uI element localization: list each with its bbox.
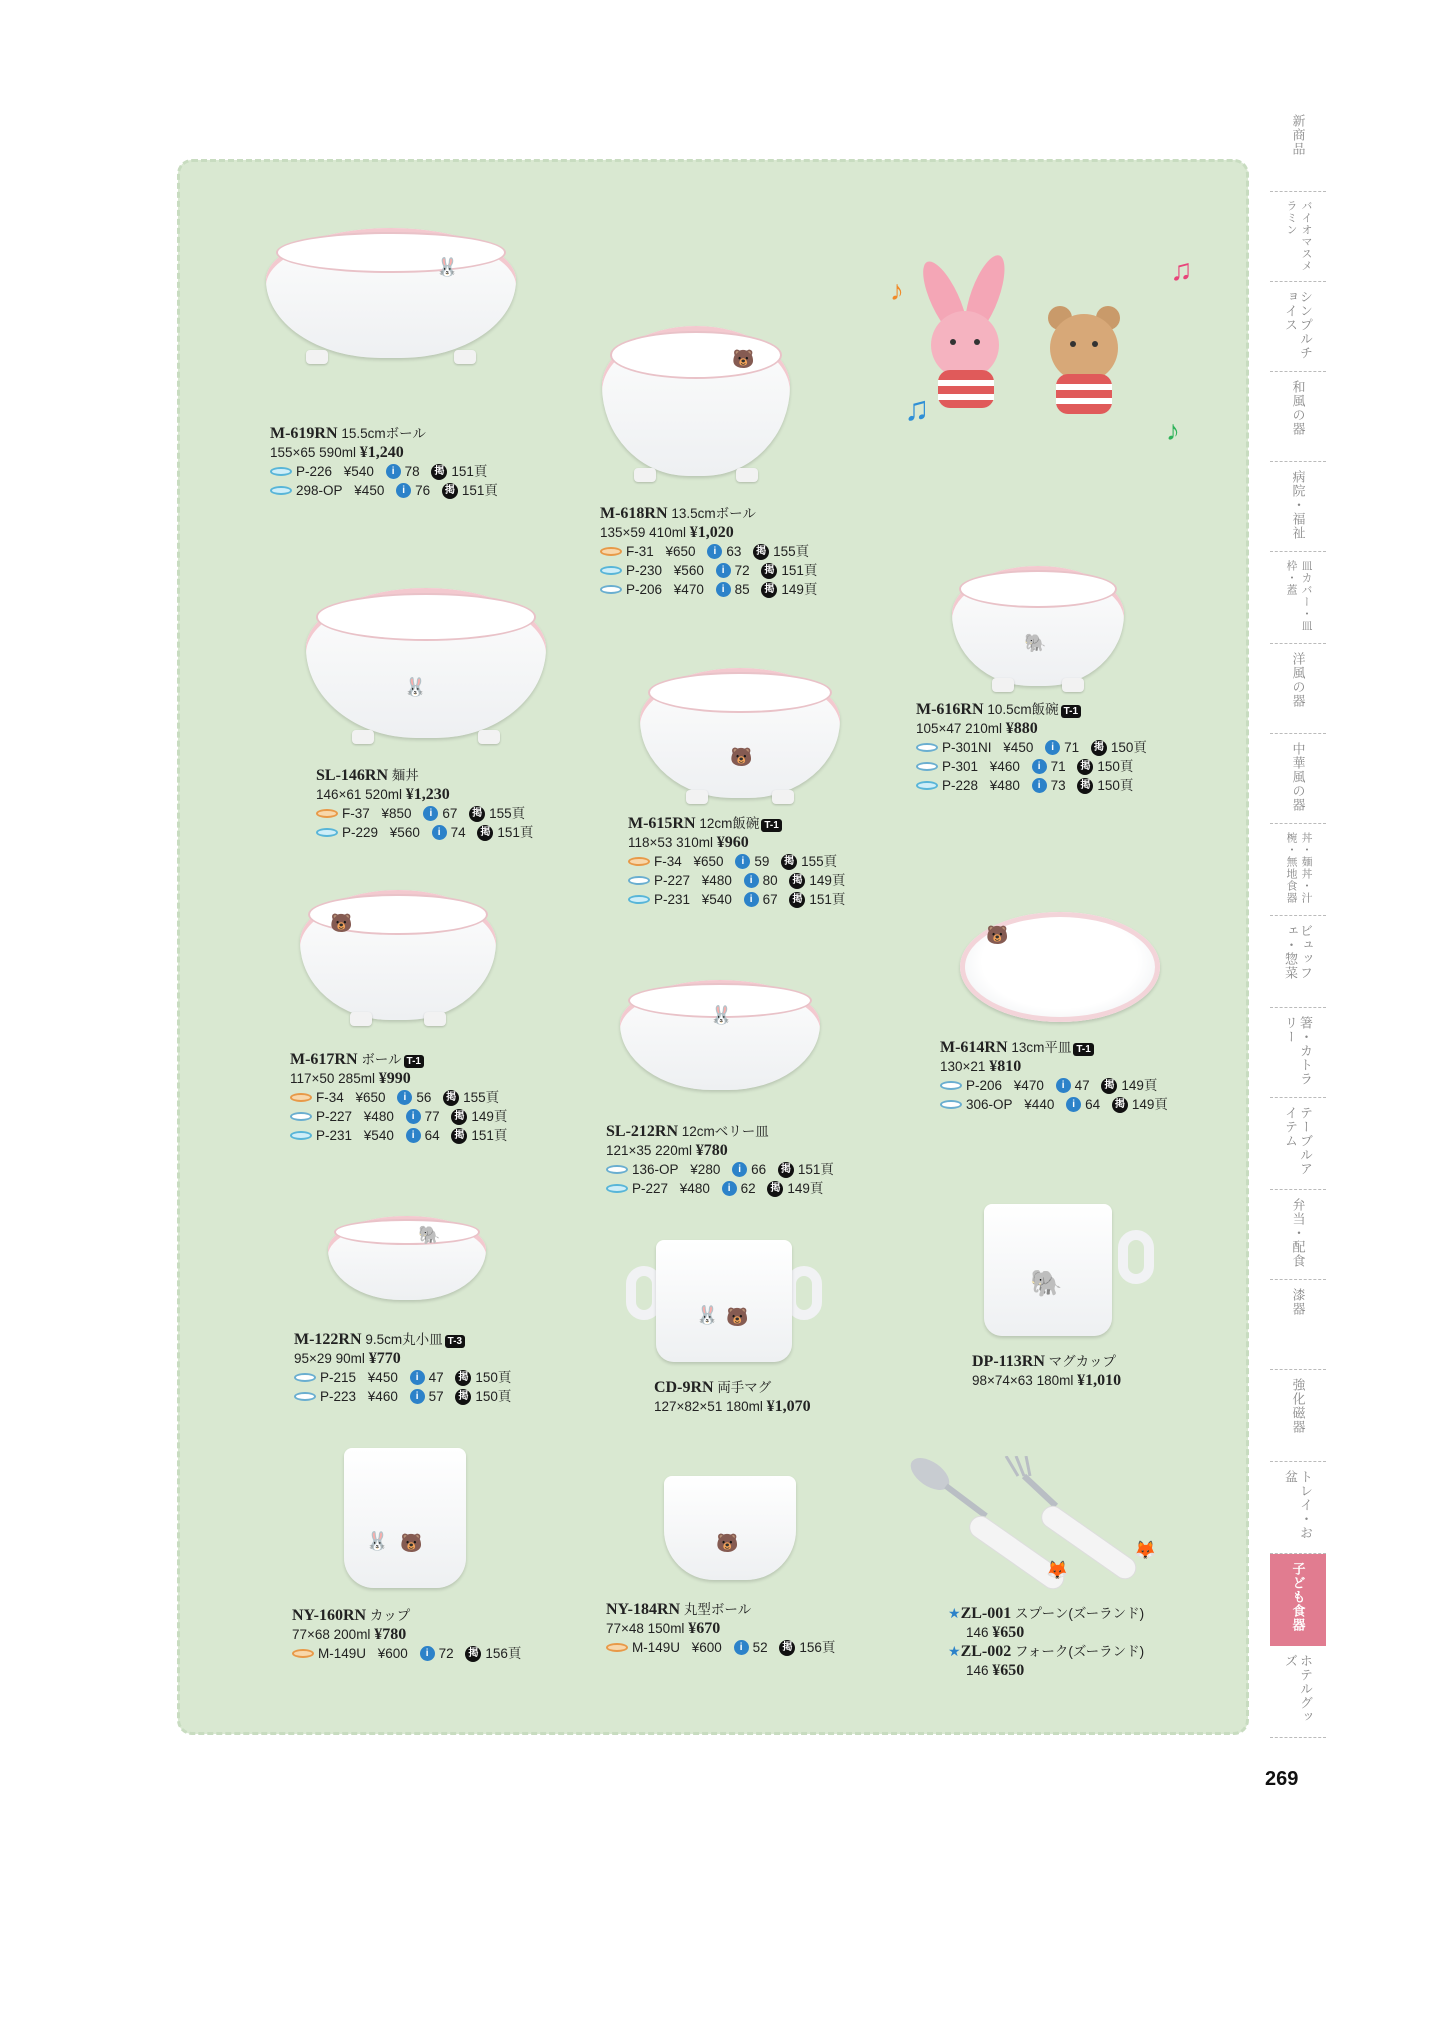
animal-decor-icon: 🦊 [1046, 1560, 1069, 1580]
related-item: P-231 ¥540 i 64 掲 151頁 [290, 1126, 507, 1145]
lid-icon [290, 1093, 312, 1102]
tab-donburi[interactable]: 丼・麺丼・汁椀・無地食器 [1270, 824, 1326, 916]
related-item: P-231 ¥540 i 67 掲 151頁 [628, 890, 845, 909]
info-icon: i [744, 873, 759, 888]
page-ref-icon: 掲 [789, 892, 805, 908]
page-ref-icon: 掲 [443, 1090, 459, 1106]
lid-icon [606, 1643, 628, 1652]
info-icon: i [406, 1109, 421, 1124]
info-icon: i [716, 582, 731, 597]
rabbit-decor-icon: 🐰 [366, 1531, 389, 1551]
page-ref-icon: 掲 [1112, 1097, 1128, 1113]
lid-icon [316, 828, 338, 837]
music-note-icon: ♫ [904, 390, 930, 428]
info-icon: i [734, 1640, 749, 1655]
related-item: P-223 ¥460 i 57 掲 150頁 [294, 1387, 511, 1406]
related-item: P-206 ¥470 i 47 掲 149頁 [940, 1076, 1168, 1095]
product-image-mug [984, 1200, 1154, 1340]
info-icon: i [406, 1128, 421, 1143]
tab-simple-choice[interactable]: シンプルチョイス [1270, 282, 1326, 372]
info-icon: i [732, 1162, 747, 1177]
info-icon: i [722, 1181, 737, 1196]
lid-icon [600, 566, 622, 575]
related-item: F-34 ¥650 i 59 掲 155頁 [628, 852, 845, 871]
related-item: P-206 ¥470 i 85 掲 149頁 [600, 580, 817, 599]
product-label: M-618RN 13.5cmボール 135×59 410ml ¥1,020 F-31 ¥650 i 63 掲 155頁 P-230 ¥560 i 72 掲 151頁 P-206 ¥470 i 85 掲 149頁 [600, 505, 818, 597]
rabbit-decor-icon: 🐰 [436, 257, 459, 277]
lid-icon [290, 1112, 312, 1121]
related-item: P-215 ¥450 i 47 掲 150頁 [294, 1368, 511, 1387]
bear-decor-icon: 🐻 [400, 1533, 423, 1553]
page-ref-icon: 掲 [767, 1181, 783, 1197]
product-image-cup [344, 1448, 466, 1588]
related-item: M-149U ¥600 i 72 掲 156頁 [292, 1644, 521, 1663]
related-item: P-301NI ¥450 i 71 掲 150頁 [916, 738, 1147, 757]
product-label: CD-9RN 両手マグ 127×82×51 180ml ¥1,070 [654, 1379, 811, 1415]
music-note-icon: ♫ [1170, 254, 1193, 287]
product-label: M-617RN ボール T-1 117×50 285ml ¥990 F-34 ¥650 i 56 掲 155頁 P-227 ¥480 i 77 掲 149頁 P-231 ¥540 i 64 掲 151頁 [290, 1051, 508, 1143]
elephant-decor-icon: 🐘 [418, 1225, 441, 1245]
page-ref-icon: 掲 [753, 544, 769, 560]
product-label: M-615RN 12cm飯碗 T-1 118×53 310ml ¥960 F-34 ¥650 i 59 掲 155頁 P-227 ¥480 i 80 掲 149頁 P-231 ¥540 i 67 掲 151頁 [628, 815, 846, 907]
tab-cutlery[interactable]: 箸・カトラリー [1270, 1008, 1326, 1098]
lid-icon [292, 1649, 314, 1658]
tab-porcelain[interactable]: 強化磁器 [1270, 1370, 1326, 1462]
info-icon: i [410, 1370, 425, 1385]
info-icon: i [432, 825, 447, 840]
lid-icon [916, 781, 938, 790]
info-icon: i [386, 464, 401, 479]
related-item: M-149U ¥600 i 52 掲 156頁 [606, 1638, 835, 1657]
product-image-cutlery [906, 1456, 1186, 1596]
bear-decor-icon: 🐻 [330, 913, 353, 933]
lid-icon [940, 1100, 962, 1109]
star-icon: ★ [948, 1643, 961, 1659]
bear-decor-icon: 🐻 [986, 925, 1009, 945]
bear-decor-icon: 🐻 [716, 1533, 739, 1553]
tab-lacquer[interactable]: 漆器 [1270, 1280, 1326, 1370]
info-icon: i [1032, 778, 1047, 793]
related-item: P-227 ¥480 i 62 掲 149頁 [606, 1179, 834, 1198]
product-label: SL-146RN 麺丼 146×61 520ml ¥1,230 F-37 ¥850 i 67 掲 155頁 P-229 ¥560 i 74 掲 151頁 [316, 767, 534, 840]
lid-icon [270, 486, 292, 495]
lid-icon [916, 762, 938, 771]
page-ref-icon: 掲 [1077, 778, 1093, 794]
animal-decor-icon: 🦊 [1134, 1540, 1157, 1560]
lid-icon [916, 743, 938, 752]
star-icon: ★ [948, 1605, 961, 1621]
page-ref-icon: 掲 [477, 825, 493, 841]
tab-bento[interactable]: 弁当・配食 [1270, 1190, 1326, 1280]
tab-kids-tableware[interactable]: 子ども食器 [1270, 1554, 1326, 1646]
tab-hospital-welfare[interactable]: 病院・福祉 [1270, 462, 1326, 552]
page-ref-icon: 掲 [1091, 740, 1107, 756]
tab-western[interactable]: 洋風の器 [1270, 644, 1326, 734]
tab-chinese[interactable]: 中華風の器 [1270, 734, 1326, 824]
page-ref-icon: 掲 [761, 563, 777, 579]
info-icon: i [1045, 740, 1060, 755]
product-label: M-616RN 10.5cm飯碗 T-1 105×47 210ml ¥880 P-301NI ¥450 i 71 掲 150頁 P-301 ¥460 i 71 掲 150頁 P-228 ¥480 i 73 掲 150頁 [916, 701, 1147, 793]
page-ref-icon: 掲 [442, 483, 458, 499]
elephant-decor-icon: 🐘 [1030, 1268, 1063, 1298]
tab-table-items[interactable]: テーブルアイテム [1270, 1098, 1326, 1190]
tab-biomass-melamine[interactable]: バイオマスメラミン [1270, 192, 1326, 282]
tab-buffet[interactable]: ビュッフェ・惣菜 [1270, 916, 1326, 1008]
related-item: P-227 ¥480 i 80 掲 149頁 [628, 871, 845, 890]
page-ref-icon: 掲 [455, 1370, 471, 1386]
lid-icon [940, 1081, 962, 1090]
music-note-icon: ♪ [1166, 415, 1180, 440]
info-icon: i [1056, 1078, 1071, 1093]
lid-icon [294, 1373, 316, 1382]
product-label: NY-184RN 丸型ボール 77×48 150ml ¥670 M-149U ¥600 i 52 掲 156頁 [606, 1601, 836, 1655]
rabbit-bear-illustration [870, 240, 1210, 440]
lid-icon [316, 809, 338, 818]
related-item: P-229 ¥560 i 74 掲 151頁 [316, 823, 533, 842]
info-icon: i [716, 563, 731, 578]
product-label: NY-160RN カップ 77×68 200ml ¥780 M-149U ¥600 i 72 掲 156頁 [292, 1607, 522, 1661]
info-icon: i [707, 544, 722, 559]
product-label: M-122RN 9.5cm丸小皿 T-3 95×29 90ml ¥770 P-215 ¥450 i 47 掲 150頁 P-223 ¥460 i 57 掲 150頁 [294, 1331, 512, 1404]
page-ref-icon: 掲 [781, 854, 797, 870]
lid-icon [606, 1184, 628, 1193]
elephant-decor-icon: 🐘 [1024, 633, 1047, 653]
page-ref-icon: 掲 [1077, 759, 1093, 775]
product-label: M-619RN 15.5cmボール 155×65 590ml ¥1,240 P-226 ¥540 i 78 掲 151頁 298-OP ¥450 i 76 掲 151頁 [270, 425, 498, 498]
related-item: P-230 ¥560 i 72 掲 151頁 [600, 561, 817, 580]
rabbit-decor-icon: 🐰 [696, 1305, 719, 1325]
page-ref-icon: 掲 [451, 1128, 467, 1144]
page-ref-icon: 掲 [469, 806, 485, 822]
related-item: P-301 ¥460 i 71 掲 150頁 [916, 757, 1147, 776]
rabbit-decor-icon: 🐰 [710, 1005, 733, 1025]
info-icon: i [410, 1389, 425, 1404]
info-icon: i [1066, 1097, 1081, 1112]
page-ref-icon: 掲 [455, 1389, 471, 1405]
tab-japanese[interactable]: 和風の器 [1270, 372, 1326, 462]
lid-icon [270, 467, 292, 476]
info-icon: i [1032, 759, 1047, 774]
related-item: 298-OP ¥450 i 76 掲 151頁 [270, 481, 498, 500]
page-ref-icon: 掲 [1101, 1078, 1117, 1094]
music-note-icon: ♪ [890, 275, 904, 306]
bear-decor-icon: 🐻 [726, 1307, 749, 1327]
related-item: F-34 ¥650 i 56 掲 155頁 [290, 1088, 507, 1107]
info-icon: i [397, 1090, 412, 1105]
related-item: F-37 ¥850 i 67 掲 155頁 [316, 804, 533, 823]
product-label: DP-113RN マグカップ 98×74×63 180ml ¥1,010 [972, 1353, 1122, 1389]
info-icon: i [744, 892, 759, 907]
page-ref-icon: 掲 [761, 582, 777, 598]
lid-icon [290, 1131, 312, 1140]
page-ref-icon: 掲 [778, 1162, 794, 1178]
lid-icon [294, 1392, 316, 1401]
product-label: M-614RN 13cm平皿 T-1 130×21 ¥810 P-206 ¥470 i 47 掲 149頁 306-OP ¥440 i 64 掲 149頁 [940, 1039, 1168, 1112]
page-ref-icon: 掲 [779, 1640, 795, 1656]
info-icon: i [420, 1646, 435, 1661]
page-ref-icon: 掲 [789, 873, 805, 889]
product-label: ★ZL-001 スプーン(ズーランド) 146 ¥650 ★ZL-002 フォーク(ズーランド) 146 ¥650 [948, 1605, 1145, 1679]
product-image-mug [626, 1236, 822, 1366]
tab-tray[interactable]: トレイ・お盆 [1270, 1462, 1326, 1554]
bear-decor-icon: 🐻 [732, 349, 755, 369]
tab-hotel-goods[interactable]: ホテルグッズ [1270, 1646, 1326, 1738]
page-number: 269 [1265, 1768, 1299, 1790]
info-icon: i [735, 854, 750, 869]
lid-icon [628, 857, 650, 866]
page-ref-icon: 掲 [465, 1646, 481, 1662]
bear-decor-icon: 🐻 [730, 747, 753, 767]
related-item: P-228 ¥480 i 73 掲 150頁 [916, 776, 1147, 795]
lid-icon [628, 895, 650, 904]
info-icon: i [396, 483, 411, 498]
related-item: P-227 ¥480 i 77 掲 149頁 [290, 1107, 507, 1126]
related-item: F-31 ¥650 i 63 掲 155頁 [600, 542, 817, 561]
page-ref-icon: 掲 [431, 464, 447, 480]
lid-icon [600, 585, 622, 594]
rabbit-decor-icon: 🐰 [404, 677, 427, 697]
lid-icon [606, 1165, 628, 1174]
related-item: 306-OP ¥440 i 64 掲 149頁 [940, 1095, 1168, 1114]
tab-new-products[interactable]: 新商品 [1270, 106, 1326, 192]
product-image-cup [664, 1476, 796, 1580]
info-icon: i [423, 806, 438, 821]
related-item: P-226 ¥540 i 78 掲 151頁 [270, 462, 498, 481]
page-ref-icon: 掲 [451, 1109, 467, 1125]
product-image-plate [960, 912, 1160, 1022]
lid-icon [628, 876, 650, 885]
lid-icon [600, 547, 622, 556]
related-item: 136-OP ¥280 i 66 掲 151頁 [606, 1160, 834, 1179]
product-label: SL-212RN 12cmベリー皿 121×35 220ml ¥780 136-OP ¥280 i 66 掲 151頁 P-227 ¥480 i 62 掲 149頁 [606, 1123, 834, 1196]
tab-plate-cover[interactable]: 皿カバー・皿枠・蓋 [1270, 552, 1326, 644]
